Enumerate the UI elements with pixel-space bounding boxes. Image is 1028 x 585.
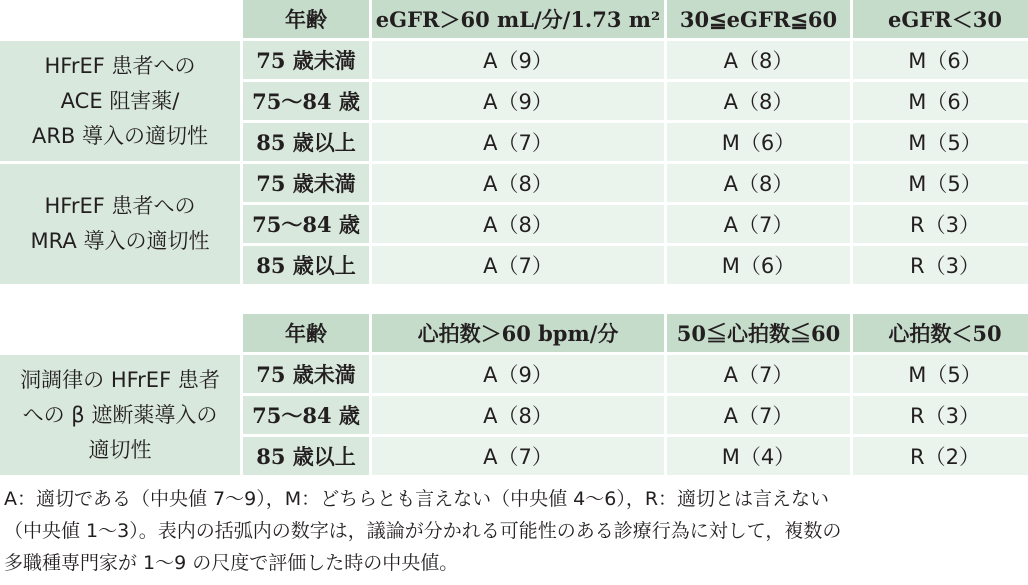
table-row bbox=[0, 164, 1028, 202]
header-corner bbox=[0, 314, 240, 352]
row-group-label: 洞調律の HFrEF 患者 への β 遮断薬導入の 適切性 bbox=[0, 355, 240, 475]
value-cell: A（8） bbox=[667, 164, 850, 202]
age-cell: 85 歳以上 bbox=[243, 123, 369, 161]
value-cell: A（9） bbox=[372, 355, 664, 393]
value-cell: A（7） bbox=[667, 355, 850, 393]
value-cell: A（8） bbox=[667, 82, 850, 120]
value-cell: A（7） bbox=[667, 396, 850, 434]
row-group-label: HFrEF 患者への ACE 阻害薬/ ARB 導入の適切性 bbox=[0, 41, 240, 161]
header-hr-low: 心拍数＜50 bbox=[853, 314, 1028, 352]
age-cell: 75〜84 歳 bbox=[243, 205, 369, 243]
age-cell: 75〜84 歳 bbox=[243, 82, 369, 120]
value-cell: M（6） bbox=[667, 246, 850, 284]
value-cell: R（3） bbox=[853, 246, 1028, 284]
value-cell: A（9） bbox=[372, 82, 664, 120]
age-cell: 75 歳未満 bbox=[243, 355, 369, 393]
value-cell: R（3） bbox=[853, 396, 1028, 434]
value-cell: A（8） bbox=[667, 41, 850, 79]
value-cell: M（6） bbox=[667, 123, 850, 161]
value-cell: R（2） bbox=[853, 437, 1028, 475]
value-cell: M（4） bbox=[667, 437, 850, 475]
header-hr-high: 心拍数＞60 bpm/分 bbox=[372, 314, 664, 352]
value-cell: R（3） bbox=[853, 205, 1028, 243]
table-row bbox=[0, 41, 1028, 79]
age-cell: 75 歳未満 bbox=[243, 41, 369, 79]
table-renal-function bbox=[0, 0, 1028, 287]
value-cell: M（5） bbox=[853, 123, 1028, 161]
header-hr-mid: 50≦心拍数≦60 bbox=[667, 314, 850, 352]
header-corner bbox=[0, 0, 240, 38]
header-egfr-high: eGFR＞60 mL/分/1.73 m² bbox=[372, 0, 664, 38]
row-group-label: HFrEF 患者への MRA 導入の適切性 bbox=[0, 164, 240, 284]
age-cell: 75 歳未満 bbox=[243, 164, 369, 202]
value-cell: A（7） bbox=[667, 205, 850, 243]
header-egfr-mid: 30≦eGFR≦60 bbox=[667, 0, 850, 38]
value-cell: A（9） bbox=[372, 41, 664, 79]
value-cell: A（8） bbox=[372, 164, 664, 202]
footnote: A：適切である（中央値 7〜9），M：どちらとも言えない（中央値 4〜6），R：適切とは言えない （中央値 1〜3）。表内の括弧内の数字は，議論が分かれる可能性のある診療行為に対して，複数の 多職種専門家が 1〜9 の尺度で評価した時の中央値。 bbox=[4, 488, 842, 574]
value-cell: M（5） bbox=[853, 164, 1028, 202]
table-header-row bbox=[0, 0, 1028, 38]
value-cell: A（8） bbox=[372, 396, 664, 434]
value-cell: A（7） bbox=[372, 123, 664, 161]
table-header-row bbox=[0, 314, 1028, 352]
value-cell: M（5） bbox=[853, 355, 1028, 393]
age-cell: 85 歳以上 bbox=[243, 437, 369, 475]
value-cell: M（6） bbox=[853, 41, 1028, 79]
value-cell: A（8） bbox=[372, 205, 664, 243]
age-cell: 85 歳以上 bbox=[243, 246, 369, 284]
table-row bbox=[0, 355, 1028, 393]
header-age: 年齢 bbox=[243, 314, 369, 352]
header-egfr-low: eGFR＜30 bbox=[853, 0, 1028, 38]
value-cell: A（7） bbox=[372, 437, 664, 475]
value-cell: A（7） bbox=[372, 246, 664, 284]
value-cell: M（6） bbox=[853, 82, 1028, 120]
table-heart-rate bbox=[0, 311, 1028, 478]
header-age: 年齢 bbox=[243, 0, 369, 38]
age-cell: 75〜84 歳 bbox=[243, 396, 369, 434]
